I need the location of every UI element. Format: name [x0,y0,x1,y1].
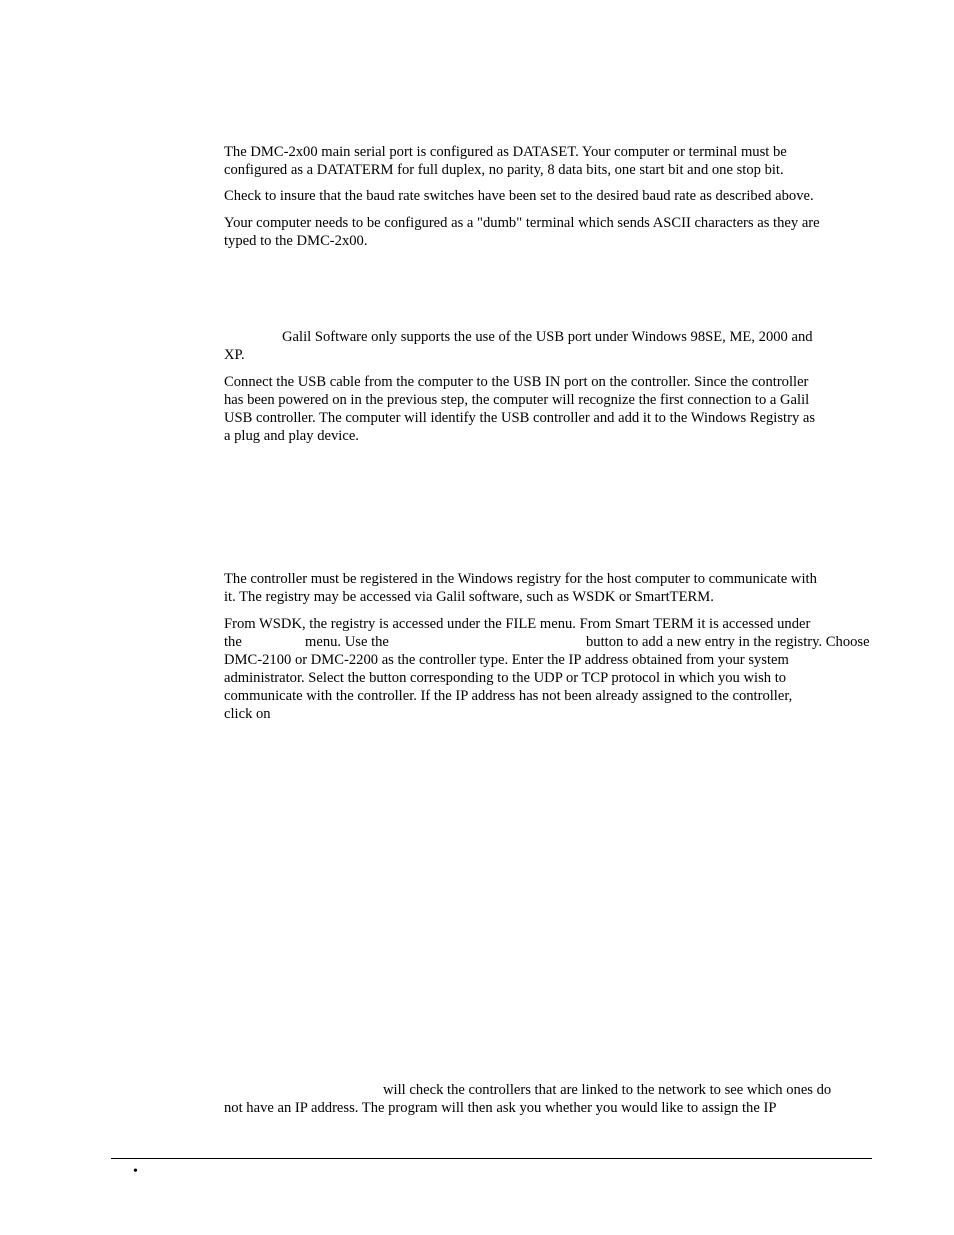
usb-note-text: Galil Software only supports the use of the USB port under Windows 98SE, ME, 2000 and [282,329,813,345]
text-fragment: button to add a new entry in the registry. Choose [586,634,870,650]
text-line: communicate with the controller. If the IP address has not been already assigned to the controller, [224,688,793,704]
text-line: administrator. Select the button corresponding to the UDP or TCP protocol in which you wish to [224,670,787,686]
text-line: configured as a DATATERM for full duplex, no parity, 8 data bits, one start bit and one stop bit. [224,162,784,178]
text-fragment: the [224,634,242,650]
text-line: has been powered on in the previous step, the computer will recognize the first connection to a Galil [224,392,810,408]
baud-rate-paragraph [224,187,870,205]
footer-bullet: • [133,1164,138,1179]
usb-connect-paragraph [224,373,870,445]
text-line: it. The registry may be accessed via Galil software, such as WSDK or SmartTERM. [224,589,714,605]
text-line: Check to insure that the baud rate switches have been set to the desired baud rate as described above. [224,188,814,204]
ip-check-text: will check the controllers that are linked to the network to see which ones do [383,1082,832,1098]
wsdk-registry-text: From WSDK, the registry is accessed under the FILE menu. From Smart TERM it is accessed under [224,616,811,632]
text-line: Your computer needs to be configured as a "dumb" terminal which sends ASCII characters as they are [224,215,820,231]
text-line: Connect the USB cable from the computer to the USB IN port on the controller. Since the controller [224,374,809,390]
ip-check-text: not have an IP address. The program will then ask you whether you would like to assign the IP [224,1100,777,1116]
text-line: The controller must be registered in the Windows registry for the host computer to communicate with [224,571,817,587]
usb-note-text: XP. [224,347,245,363]
text-line: click on [224,706,271,722]
text-line: typed to the DMC-2x00. [224,233,368,249]
serial-config-paragraph [224,143,870,179]
dumb-terminal-paragraph [224,214,870,250]
text-line: USB controller. The computer will identify the USB controller and add it to the Windows Registry as [224,410,816,426]
text-line: a plug and play device. [224,428,359,444]
registry-paragraph [224,570,870,606]
text-line: The DMC-2x00 main serial port is configured as DATASET. Your computer or terminal must be [224,144,787,160]
footer-divider [111,1158,872,1159]
controller-type-paragraph [224,651,870,723]
text-line: DMC-2100 or DMC-2200 as the controller type. Enter the IP address obtained from your system [224,652,789,668]
text-fragment: menu. Use the [305,634,389,650]
